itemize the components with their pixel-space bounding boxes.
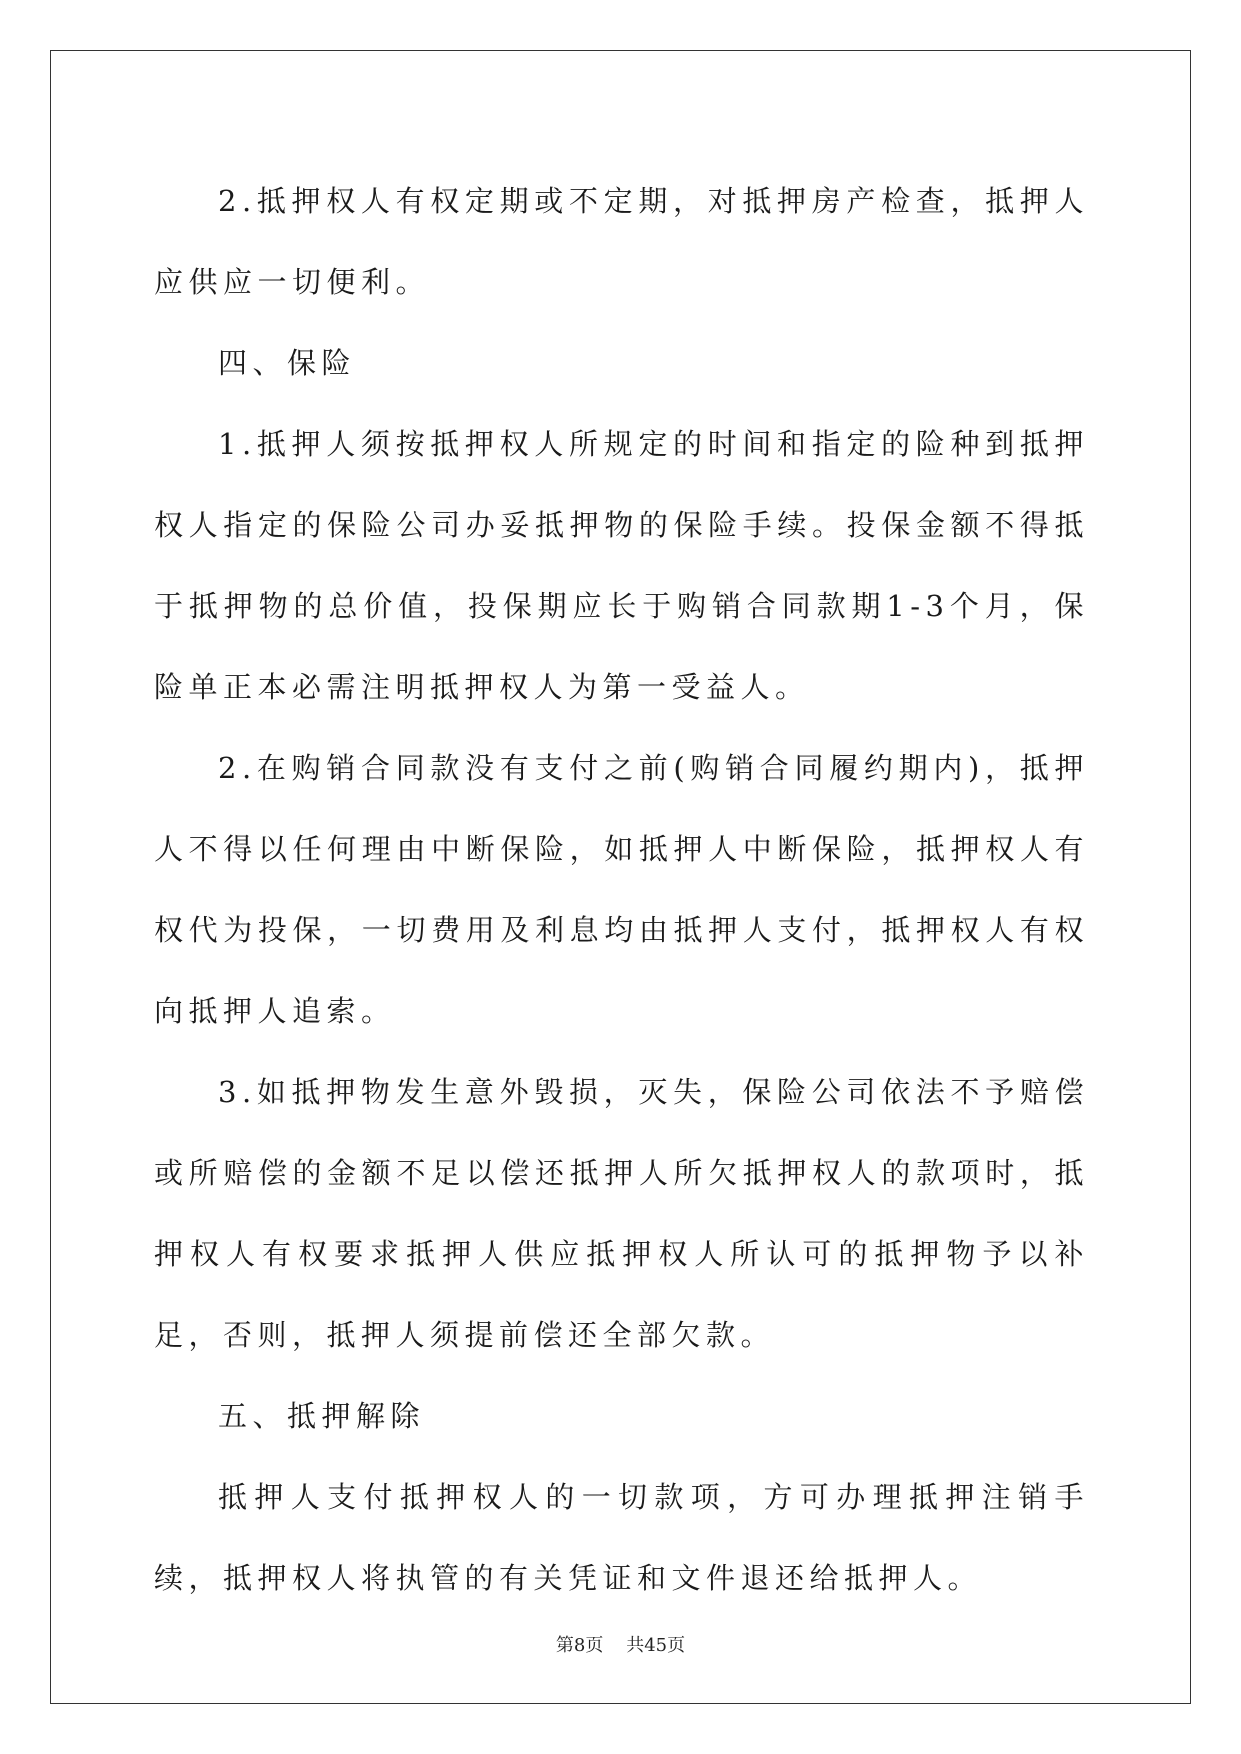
paragraph-inspection-right: 2.抵押权人有权定期或不定期，对抵押房产检查，抵押人应供应一切便利。 — [154, 184, 1089, 299]
section-heading-release: 五、抵押解除 — [218, 1399, 426, 1433]
paragraph-release-clause: 抵押人支付抵押权人的一切款项，方可办理抵押注销手续，抵押权人将执管的有关凭证和文件退还给抵押人。 — [154, 1480, 1089, 1595]
page-number: 第8页 — [555, 1635, 604, 1656]
page-total: 共45页 — [626, 1635, 686, 1656]
paragraph-insurance-clause-3: 3.如抵押物发生意外毁损，灭失，保险公司依法不予赔偿或所赔偿的金额不足以偿还抵押人所欠抵押权人的款项时，抵押权人有权要求抵押人供应抵押权人所认可的抵押物予以补足，否则，抵押人须提前偿还全部欠款。 — [154, 1075, 1089, 1352]
paragraph-insurance-clause-2: 2.在购销合同款没有支付之前(购销合同履约期内)，抵押人不得以任何理由中断保险，如抵押人中断保险，抵押权人有权代为投保，一切费用及利息均由抵押人支付，抵押权人有权向抵押人追索。 — [154, 751, 1089, 1028]
document-body — [154, 161, 1089, 1619]
section-heading-insurance: 四、保险 — [218, 346, 357, 380]
page-footer — [0, 1634, 1241, 1658]
paragraph-insurance-clause-1: 1.抵押人须按抵押权人所规定的时间和指定的险种到抵押权人指定的保险公司办妥抵押物的保险手续。投保金额不得抵于抵押物的总价值，投保期应长于购销合同款期1-3个月，保险单正本必需注明抵押权人为第一受益人。 — [154, 427, 1089, 704]
